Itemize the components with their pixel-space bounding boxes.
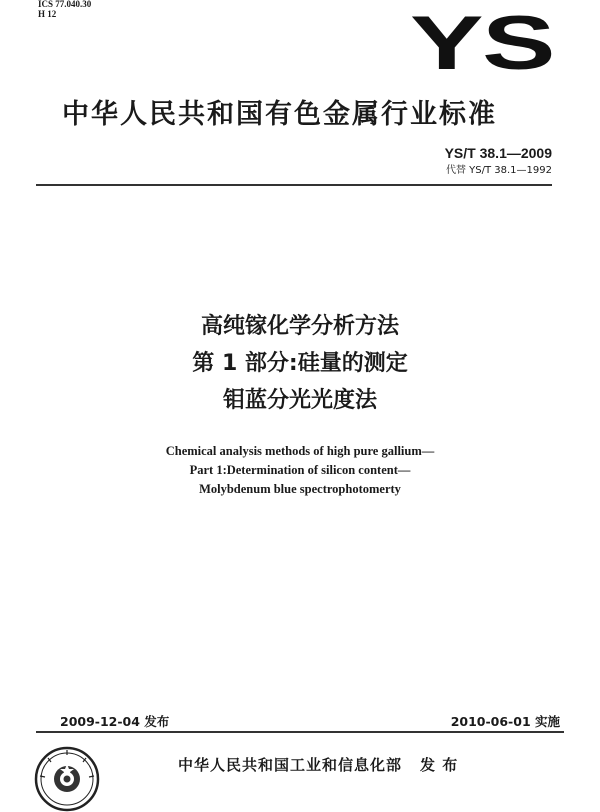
replaces-note: 代替 YS/T 38.1—1992 [445,165,552,176]
ys-logo: YS [410,1,555,86]
ics-code: ICS 77.040.30 [38,0,92,9]
issue-date: 2009-12-04 发布 [60,714,170,729]
chinese-title [0,308,600,419]
publisher-name: 中华人民共和国工业和信息化部 [178,756,403,774]
chinese-title-line: 钼蓝分光光度法 [222,388,377,413]
standard-category-title: 中华人民共和国有色金属行业标准 [62,99,497,130]
standard-number: YS/T 38.1—2009 [444,145,552,161]
chinese-title-line: 高纯镓化学分析方法 [200,314,399,339]
ministry-seal-icon [34,746,100,812]
english-title-line: Chemical analysis methods of high pure gallium— [165,444,435,458]
footer-divider [36,731,564,733]
publish-label: 发 布 [420,756,459,774]
header-divider [36,184,552,186]
english-title-line: Molybdenum blue spectrophotomerty [199,482,401,496]
implementation-date: 2010-06-01 实施 [450,714,560,729]
chinese-title-line: 第 1 部分:硅量的测定 [192,351,408,376]
english-title [0,442,600,499]
ccs-code: H 12 [38,9,57,19]
english-title-line: Part 1:Determination of silicon content— [189,463,411,477]
